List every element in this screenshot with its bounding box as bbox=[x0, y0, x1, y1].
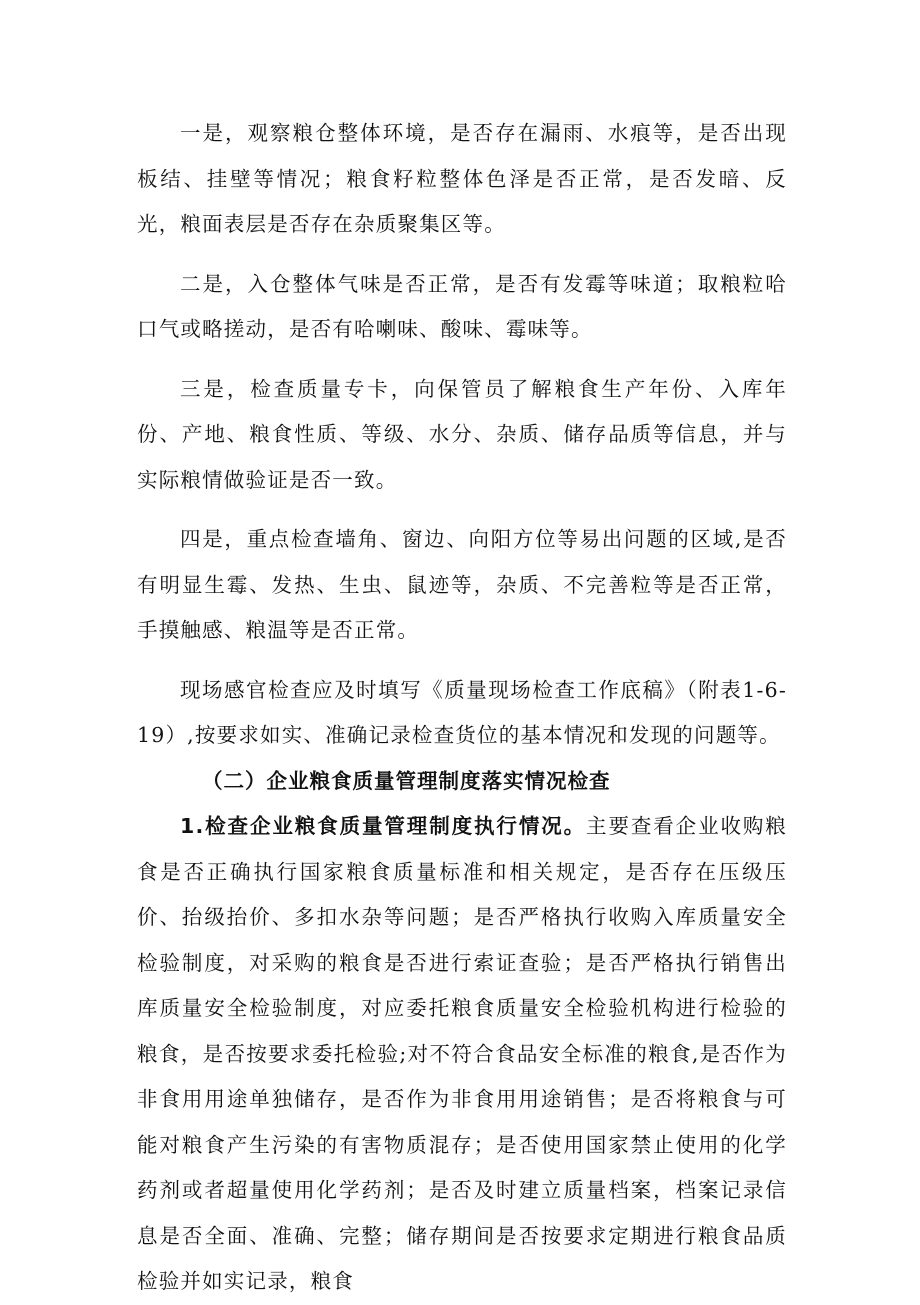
item-1-body: 主要查看企业收购粮食是否正确执行国家粮食质量标准和相关规定，是否存在压级压价、抬级抬价、多扣水杂等问题；是否严格执行收购入库质量安全检验制度，对采购的粮食是否进行索证查验；是否严格执行销售出库质量安全检验制度，对应委托粮食质量安全检验机构进行检验的粮食，是否按要求委托检验;对不符合食品安全标准的粮食,是否作为非食用用途单独储存，是否作为非食用用途销售；是否将粮食与可能对粮食产生污染的有害物质混存；是否使用国家禁止使用的化学药剂或者超量使用化学药剂；是否及时建立质量档案，档案记录信息是否全面、准确、完整；储存期间是否按要求定期进行粮食品质检验并如实记录，粮食 bbox=[137, 814, 787, 1293]
paragraph-inspection-odor: 二是，入仓整体气味是否正常，是否有发霉等味道；取粮粒哈口气或略搓动，是否有哈喇味、酸味、霉味等。 bbox=[137, 271, 787, 341]
paragraph-inspection-environment: 一是，观察粮仓整体环境，是否存在漏雨、水痕等，是否出现板结、挂壁等情况；粮食籽粒整体色泽是否正常，是否发暗、反光，粮面表层是否存在杂质聚集区等。 bbox=[137, 121, 787, 236]
paragraph-inspection-quality-card: 三是，检查质量专卡，向保管员了解粮食生产年份、入库年份、产地、粮食性质、等级、水分、杂质、储存品质等信息，并与实际粮情做验证是否一致。 bbox=[137, 376, 787, 492]
document-body bbox=[137, 111, 787, 1305]
section-heading: （二）企业粮食质量管理制度落实情况检查 bbox=[202, 768, 611, 793]
item-1-lead: 1.检查企业粮食质量管理制度执行情况。 bbox=[180, 814, 587, 838]
paragraph-inspection-key-areas: 四是，重点检查墙角、窗边、向阳方位等易出问题的区域,是否有明显生霉、发热、生虫、鼠迹等，杂质、不完善粒等是否正常，手摸触感、粮温等是否正常。 bbox=[137, 527, 787, 642]
paragraph-inspection-worksheet: 现场感官检查应及时填写《质量现场检查工作底稿》（附表1-6-19）,按要求如实、准确记录检查货位的基本情况和发现的问题等。 bbox=[137, 677, 787, 747]
paragraph-item-1 bbox=[137, 804, 787, 1305]
